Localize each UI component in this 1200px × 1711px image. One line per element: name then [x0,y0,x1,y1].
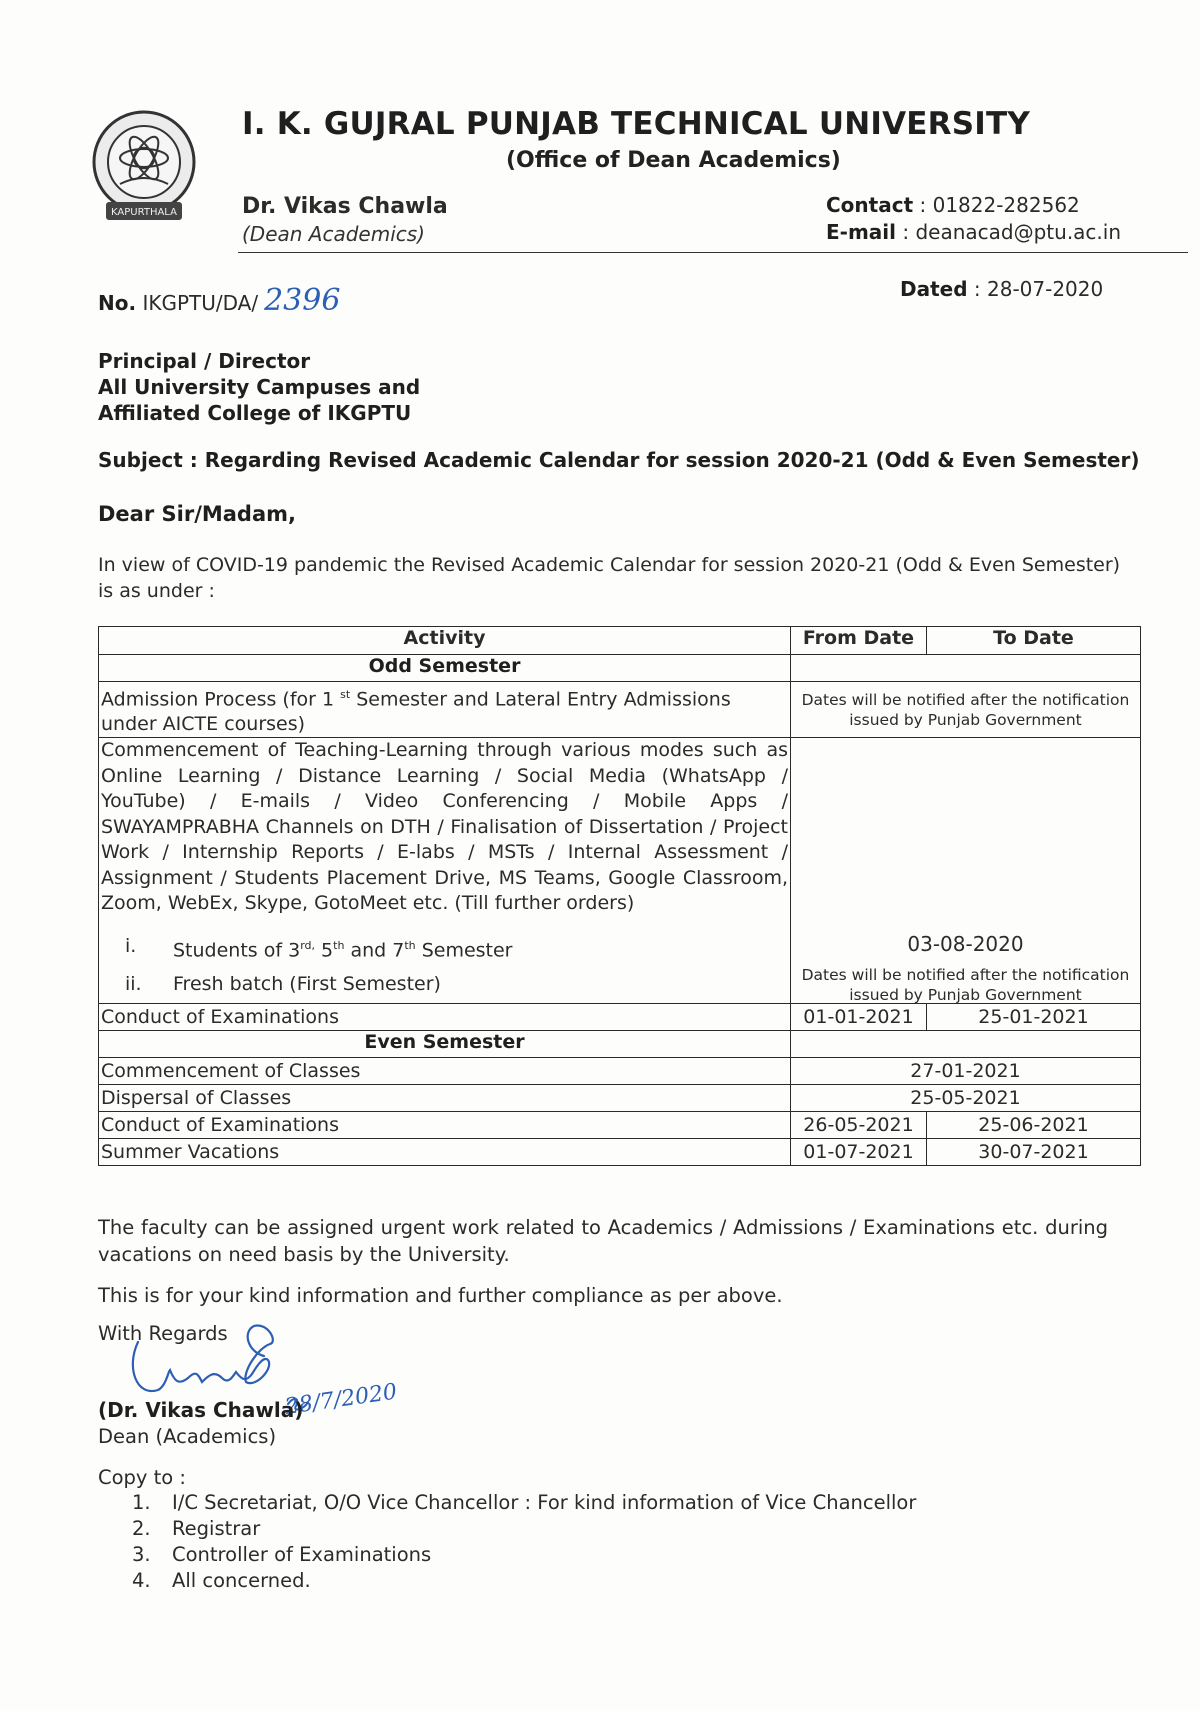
salutation: Dear Sir/Madam, [98,502,296,526]
admission-activity [99,682,791,738]
table-row [99,1057,1141,1084]
item1-date: 03-08-2020 [907,931,1024,956]
to-date-header: To Date [927,627,1141,655]
addressee-line: All University Campuses and [98,375,421,399]
item-text-part: Semester [415,939,513,962]
item-text: I/C Secretariat, O/O Vice Chancellor : For kind information of Vice Chancellor [172,1491,917,1514]
admission-dates-note: Dates will be notified after the notification issued by Punjab Government [791,682,1141,738]
addressee-line: Affiliated College of IKGPTU [98,401,412,425]
list-item [132,1542,916,1568]
item-number: ii. [125,972,142,995]
copy-to-label: Copy to : [98,1466,187,1489]
even-exam-from: 26-05-2021 [791,1111,927,1138]
from-date-header: From Date [791,627,927,655]
item-number: 3. [132,1543,151,1566]
table-header-row [99,627,1141,655]
teaching-activity-cell [99,738,791,1004]
university-seal-logo [86,110,202,230]
section-row-even [99,1030,1141,1057]
handwritten-reference-number: 2396 [264,283,341,318]
contact-number: 01822-282562 [932,193,1080,217]
item-text-part: and 7 [344,939,405,962]
reference-label: No. [98,291,137,315]
superscript: th [333,938,345,952]
academic-calendar-table [98,626,1141,1166]
dated-line: Dated : 28-07-2020 [900,277,1104,301]
reference-value: IKGPTU/DA/ [142,291,259,315]
addressee-block [98,348,420,426]
odd-semester-label: Odd Semester [99,655,791,682]
list-item [101,965,788,1003]
even-classes-activity: Commencement of Classes [99,1057,791,1084]
dispersal-activity: Dispersal of Classes [99,1084,791,1111]
item-text: Registrar [172,1517,261,1540]
addressee-line: Principal / Director [98,349,311,373]
item-text: All concerned. [172,1569,311,1592]
item-text-part: 5 [315,939,334,962]
table-row [99,682,1141,738]
signature-date: 28/7/2020 [283,1379,399,1420]
activity-header: Activity [99,627,791,655]
odd-exam-from: 01-01-2021 [791,1003,927,1030]
odd-exam-activity: Conduct of Examinations [99,1003,791,1030]
even-exam-activity: Conduct of Examinations [99,1111,791,1138]
superscript: st [340,688,351,701]
empty-cell [791,1030,1141,1057]
teaching-activity-text: Commencement of Teaching-Learning through various modes such as Online Learning / Distance Learning / Social Media (WhatsApp / YouTube) / E-mails / Video Conferencing / Mobile Apps / SWAYAMPRABHA Channels on DTH / Finalisation of Dissertation / Project Work / Internship Reports / E-labs / MSTs / Internal Assessment / Assignment / Students Placement Drive, MS Teams, Google Classroom, Zoom, WebEx, Skype, GotoMeet etc. (Till further orders) [101,739,788,915]
university-name: I. K. GUJRAL PUNJAB TECHNICAL UNIVERSITY [242,106,1030,142]
admission-text: Admission Process (for 1 [101,688,335,711]
even-semester-label: Even Semester [99,1030,791,1057]
subject-label: Subject : [98,448,198,472]
seal-caption: KAPURTHALA [111,207,177,218]
email-line: E-mail : deanacad@ptu.ac.in [826,220,1122,244]
table-row [99,1003,1141,1030]
table-row [99,1138,1141,1165]
item-number: 1. [132,1491,151,1514]
superscript: th [404,938,416,952]
odd-exam-to: 25-01-2021 [927,1003,1141,1030]
dean-name: Dr. Vikas Chawla [242,194,448,219]
summer-activity: Summer Vacations [99,1138,791,1165]
dean-role: (Dean Academics) [242,222,425,246]
section-row-odd [99,655,1141,682]
office-name: (Office of Dean Academics) [506,148,841,173]
copy-to-list [132,1490,916,1594]
table-row [99,738,1141,1004]
header-divider [238,252,1188,253]
subject-text: Regarding Revised Academic Calendar for session 2020-21 (Odd & Even Semester) [204,448,1140,472]
table-row [99,1111,1141,1138]
even-classes-date: 27-01-2021 [791,1057,1141,1084]
superscript: rd, [300,938,315,952]
dispersal-date: 25-05-2021 [791,1084,1141,1111]
summer-to: 30-07-2021 [927,1138,1141,1165]
table-row [99,1084,1141,1111]
list-item [132,1516,916,1542]
closing-regards: With Regards [98,1322,228,1345]
contact-line: Contact : 01822-282562 [826,193,1080,217]
dated-label: Dated [900,277,968,301]
email-address: deanacad@ptu.ac.in [915,220,1122,244]
item-number: i. [125,934,137,957]
subject-line [98,448,1139,472]
email-label: E-mail [826,220,897,244]
summer-from: 01-07-2021 [791,1138,927,1165]
item-number: 2. [132,1517,151,1540]
info-note: This is for your kind information and further compliance as per above. [98,1284,783,1307]
admission-text: Semester and Lateral Entry Admissions under AICTE courses) [101,688,731,736]
contact-label: Contact [826,193,914,217]
teaching-dates-cell [791,738,1141,1004]
empty-cell [791,655,1141,682]
item2-dates-note: Dates will be notified after the notification issued by Punjab Government [801,965,1130,1004]
list-item [132,1490,916,1516]
even-exam-to: 25-06-2021 [927,1111,1141,1138]
item-text-part: Students of 3 [173,939,301,962]
list-item [132,1568,916,1594]
list-item [101,927,788,965]
item-text: Controller of Examinations [172,1543,432,1566]
faculty-note: The faculty can be assigned urgent work related to Academics / Admissions / Examinations etc. during vacations on need basis by the University. [98,1216,1108,1266]
signatory-name: (Dr. Vikas Chawla) [98,1398,304,1422]
signatory-role: Dean (Academics) [98,1425,277,1448]
item-number: 4. [132,1569,151,1592]
item-text: Fresh batch (First Semester) [173,972,441,995]
item-text [173,927,513,969]
intro-paragraph: In view of COVID-19 pandemic the Revised Academic Calendar for session 2020-21 (Odd & Even Semester) is as under : [98,554,1121,602]
reference-number [98,283,340,318]
dated-value: 28-07-2020 [987,277,1104,301]
